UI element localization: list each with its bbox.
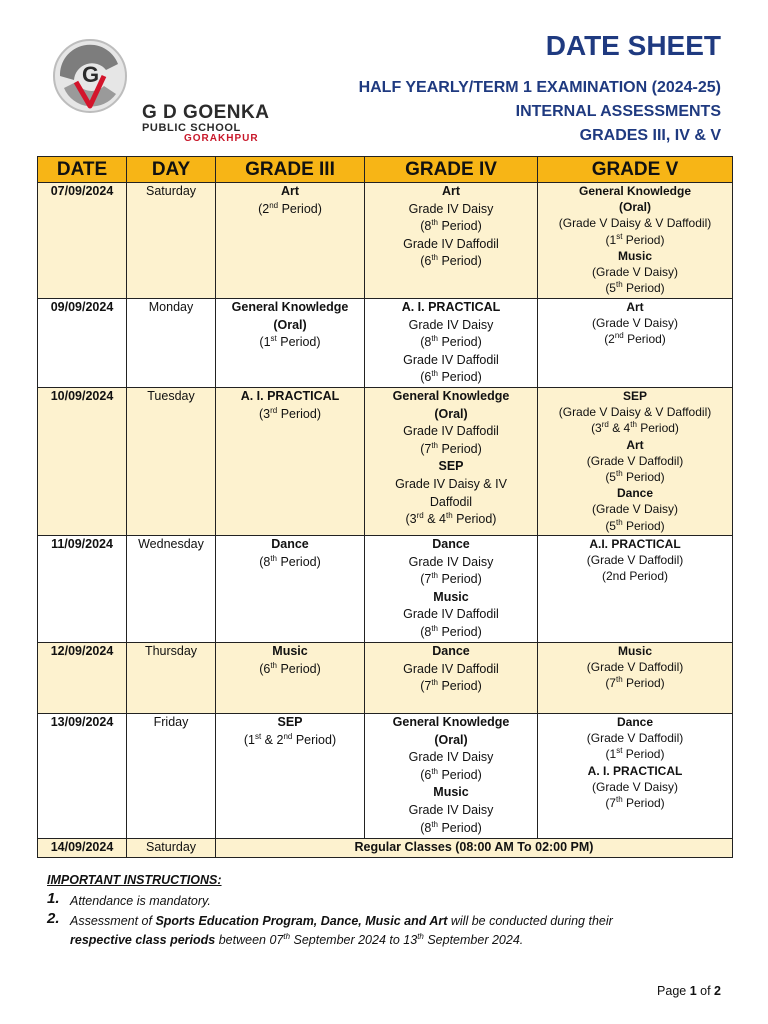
column-header: GRADE V — [538, 157, 733, 183]
period: (8th Period) — [420, 819, 482, 835]
subject: Dance — [432, 537, 470, 551]
subject: SEP — [438, 459, 464, 474]
subject: A. I. PRACTICAL — [240, 389, 340, 403]
subject: SEP — [277, 715, 303, 729]
grades-title: GRADES III, IV & V — [579, 127, 721, 144]
subject: Art — [280, 184, 300, 198]
period: (5th Period) — [605, 280, 665, 296]
section: Grade IV Daffodil — [403, 352, 499, 367]
section: Grade IV Daffodil — [403, 236, 499, 251]
grade-4-cell — [365, 183, 538, 299]
date-cell: 10/09/2024 — [38, 388, 127, 536]
subject: A. I. PRACTICAL — [587, 763, 683, 778]
grade-5-cell — [538, 643, 733, 714]
svg-text:G: G — [82, 62, 100, 87]
period: (5th Period) — [605, 469, 665, 485]
period: (7th Period) — [605, 675, 665, 691]
period: (8th Period) — [420, 334, 482, 350]
date-cell: 13/09/2024 — [38, 714, 127, 839]
table-row — [38, 714, 733, 839]
table-row — [38, 388, 733, 536]
section: (Grade V Daffodil) — [586, 553, 684, 568]
period: (8th Period) — [420, 218, 482, 234]
grade-5-cell — [538, 299, 733, 388]
period: (2nd Period) — [601, 569, 669, 584]
grade-3-cell — [216, 183, 365, 299]
grade-4-cell — [365, 643, 538, 714]
subject: General Knowledge — [578, 184, 692, 198]
subject: Music — [272, 644, 308, 658]
grade-5-cell — [538, 388, 733, 536]
table-row — [38, 839, 733, 858]
grade-3-cell — [216, 536, 365, 643]
grade-3-cell — [216, 714, 365, 839]
subject: Dance — [271, 537, 309, 551]
regular-classes-note: Regular Classes (08:00 AM To 02:00 PM) — [216, 839, 733, 858]
period: (7th Period) — [420, 678, 482, 694]
subject: (Oral) — [434, 406, 468, 421]
period: (3rd Period) — [258, 405, 322, 421]
section: (Grade V Daisy) — [591, 779, 679, 794]
school-logo — [46, 36, 270, 144]
column-header: GRADE IV — [365, 157, 538, 183]
grade-5-cell — [538, 536, 733, 643]
date-cell: 12/09/2024 — [38, 643, 127, 714]
subject: Music — [433, 589, 469, 604]
date-cell: 14/09/2024 — [38, 839, 127, 858]
section: Grade IV Daisy — [408, 554, 494, 569]
grade-4-cell — [365, 536, 538, 643]
section: Grade IV Daisy — [408, 317, 494, 332]
subject: A.I. PRACTICAL — [589, 537, 681, 551]
subject: General Knowledge — [392, 389, 510, 403]
period: (8th Period) — [259, 553, 321, 569]
section: (Grade V Daffodil) — [586, 453, 684, 468]
period: (6th Period) — [420, 369, 482, 385]
section: (Grade V Daffodil) — [586, 731, 684, 746]
subject: Dance — [616, 715, 654, 729]
grade-5-cell — [538, 183, 733, 299]
section: (Grade V Daffodil) — [586, 660, 684, 675]
section: Grade IV Daffodil — [403, 607, 499, 622]
period: (8th Period) — [420, 623, 482, 639]
subject: Music — [617, 644, 652, 658]
instruction-text: Attendance is mandatory. — [70, 894, 211, 908]
page-number: Page 1 of 2 — [657, 984, 721, 998]
grade-4-cell — [365, 299, 538, 388]
grade-5-cell — [538, 714, 733, 839]
day-cell: Saturday — [127, 839, 216, 858]
day-cell: Saturday — [127, 183, 216, 299]
section: Grade IV Daisy — [408, 802, 494, 817]
section: (Grade V Daisy) — [591, 502, 679, 517]
logo-school-name: G D GOENKA — [142, 102, 270, 123]
period: (6th Period) — [259, 660, 321, 676]
subject: Dance — [616, 486, 654, 501]
section: Daffodil — [429, 494, 473, 509]
date-sheet-table — [37, 156, 732, 857]
day-cell: Monday — [127, 299, 216, 388]
period: (5th Period) — [605, 517, 665, 533]
subject: Dance — [432, 644, 470, 658]
logo-subtitle: PUBLIC SCHOOL — [142, 122, 241, 134]
grade-4-cell — [365, 388, 538, 536]
day-cell: Thursday — [127, 643, 216, 714]
table-row — [38, 643, 733, 714]
subject: SEP — [622, 389, 647, 403]
instruction-number: 1. — [47, 890, 60, 907]
subject: Music — [617, 248, 652, 263]
page-title: DATE SHEET — [545, 30, 721, 61]
exam-title: HALF YEARLY/TERM 1 EXAMINATION (2024-25) — [358, 79, 721, 96]
period: (7th Period) — [420, 440, 482, 456]
table-header-row — [38, 157, 733, 183]
subject: General Knowledge — [231, 300, 349, 314]
instructions-heading: IMPORTANT INSTRUCTIONS: — [47, 873, 222, 887]
date-cell: 09/09/2024 — [38, 299, 127, 388]
table-row — [38, 536, 733, 643]
subject: (Oral) — [273, 317, 307, 332]
period: (2nd Period) — [258, 200, 322, 216]
assessments-title: INTERNAL ASSESSMENTS — [515, 103, 721, 120]
grade-4-cell — [365, 714, 538, 839]
period: (1st Period) — [605, 746, 665, 762]
section: (Grade V Daisy & V Daffodil) — [558, 405, 712, 420]
day-cell: Wednesday — [127, 536, 216, 643]
column-header: DATE — [38, 157, 127, 183]
day-cell: Friday — [127, 714, 216, 839]
period: (1st Period) — [605, 231, 665, 247]
section: (Grade V Daisy) — [591, 316, 679, 331]
subject: A. I. PRACTICAL — [401, 300, 501, 314]
day-cell: Tuesday — [127, 388, 216, 536]
section: Grade IV Daffodil — [403, 424, 499, 439]
column-header: GRADE III — [216, 157, 365, 183]
instruction-text: Assessment of Sports Education Program, Dance, Music and Art will be conducted during their respective class periods between 07th September 2024 to 13th September 2024. — [70, 914, 613, 947]
period: (1st Period) — [259, 334, 321, 350]
period: (3rd & 4th Period) — [405, 511, 497, 527]
subject: (Oral) — [618, 200, 651, 215]
subject: Art — [626, 300, 644, 314]
grade-3-cell — [216, 299, 365, 388]
period: (3rd & 4th Period) — [591, 420, 679, 436]
section: (Grade V Daisy) — [591, 265, 679, 280]
period: (7th Period) — [605, 795, 665, 811]
section: Grade IV Daisy — [408, 750, 494, 765]
section: (Grade V Daisy & V Daffodil) — [558, 216, 712, 231]
subject: Music — [433, 785, 469, 800]
date-cell: 07/09/2024 — [38, 183, 127, 299]
section: Grade IV Daisy — [408, 201, 494, 216]
period: (7th Period) — [420, 571, 482, 587]
period: (6th Period) — [420, 766, 482, 782]
grade-3-cell — [216, 643, 365, 714]
period: (1st & 2nd Period) — [243, 731, 337, 747]
section: Grade IV Daisy & IV — [395, 476, 507, 491]
subject: Art — [626, 437, 644, 452]
column-header: DAY — [127, 157, 216, 183]
logo-city: GORAKHPUR — [184, 133, 259, 144]
instruction-number: 2. — [47, 910, 60, 927]
subject: Art — [441, 184, 461, 198]
table-row — [38, 183, 733, 299]
subject: (Oral) — [434, 732, 468, 747]
grade-3-cell — [216, 388, 365, 536]
period: (6th Period) — [420, 253, 482, 269]
table-row — [38, 299, 733, 388]
date-cell: 11/09/2024 — [38, 536, 127, 643]
period: (2nd Period) — [604, 331, 666, 347]
section: Grade IV Daffodil — [403, 661, 499, 676]
subject: General Knowledge — [392, 715, 510, 729]
